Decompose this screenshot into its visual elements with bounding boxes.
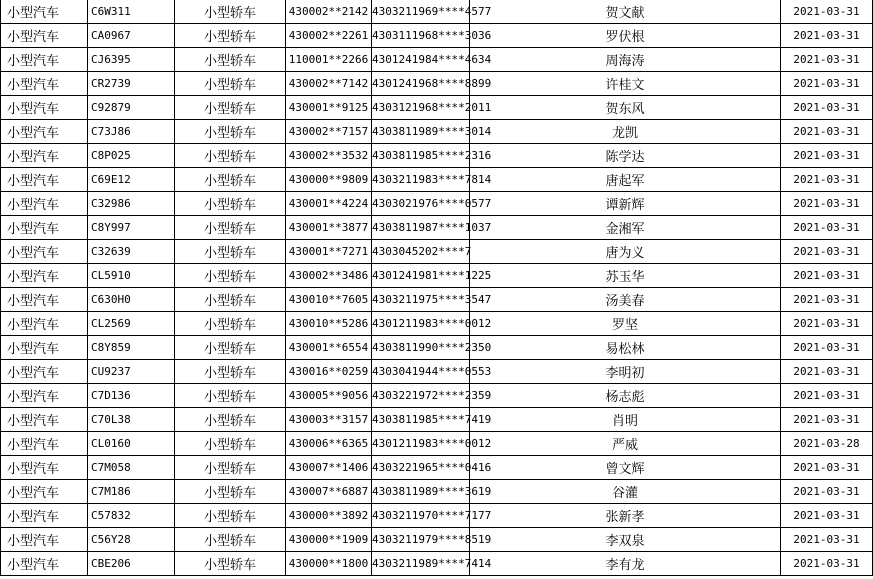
plate-number-cell[interactable]: CL2569 — [88, 312, 175, 336]
table-row — [1, 72, 873, 96]
owner-name-cell[interactable]: 苏玉华 — [470, 264, 781, 288]
vehicle-type-cell[interactable]: 小型汽车 — [1, 432, 88, 456]
vehicle-model-cell[interactable]: 小型轿车 — [175, 192, 286, 216]
vehicle-type-cell[interactable]: 小型汽车 — [1, 528, 88, 552]
table-row — [1, 480, 873, 504]
table-row — [1, 336, 873, 360]
date-cell[interactable]: 2021-03-31 — [781, 456, 873, 480]
license-code-cell[interactable]: 430002**3532 — [286, 144, 372, 168]
vehicle-type-cell[interactable]: 小型汽车 — [1, 264, 88, 288]
date-cell[interactable]: 2021-03-31 — [781, 504, 873, 528]
id-number-cell[interactable]: 4303121968****2011 — [372, 96, 470, 120]
date-cell[interactable]: 2021-03-31 — [781, 168, 873, 192]
id-number-cell[interactable]: 4301211983****0012 — [372, 312, 470, 336]
vehicle-model-cell[interactable]: 小型轿车 — [175, 216, 286, 240]
owner-name-cell[interactable]: 谭新辉 — [470, 192, 781, 216]
date-cell[interactable]: 2021-03-31 — [781, 72, 873, 96]
vehicle-model-cell[interactable]: 小型轿车 — [175, 240, 286, 264]
owner-name-cell[interactable]: 汤美春 — [470, 288, 781, 312]
date-cell[interactable]: 2021-03-31 — [781, 0, 873, 24]
id-number-cell[interactable]: 4303811987****1037 — [372, 216, 470, 240]
plate-number-cell[interactable]: CU9237 — [88, 360, 175, 384]
table-row — [1, 48, 873, 72]
plate-number-cell[interactable]: C69E12 — [88, 168, 175, 192]
owner-name-cell[interactable]: 李双泉 — [470, 528, 781, 552]
vehicle-type-cell[interactable]: 小型汽车 — [1, 0, 88, 24]
vehicle-model-cell[interactable]: 小型轿车 — [175, 24, 286, 48]
date-cell[interactable]: 2021-03-31 — [781, 192, 873, 216]
table-row — [1, 24, 873, 48]
date-cell[interactable]: 2021-03-31 — [781, 24, 873, 48]
vehicle-type-cell[interactable]: 小型汽车 — [1, 72, 88, 96]
vehicle-model-cell[interactable]: 小型轿车 — [175, 120, 286, 144]
plate-number-cell[interactable]: CJ6395 — [88, 48, 175, 72]
plate-number-cell[interactable]: C7D136 — [88, 384, 175, 408]
vehicle-type-cell[interactable]: 小型汽车 — [1, 288, 88, 312]
license-code-cell[interactable]: 430000**3892 — [286, 504, 372, 528]
owner-name-cell[interactable]: 易松林 — [470, 336, 781, 360]
vehicle-model-cell[interactable]: 小型轿车 — [175, 432, 286, 456]
id-number-cell[interactable]: 4303211975****3547 — [372, 288, 470, 312]
plate-number-cell[interactable]: C57832 — [88, 504, 175, 528]
vehicle-model-cell[interactable]: 小型轿车 — [175, 480, 286, 504]
plate-number-cell[interactable]: CA0967 — [88, 24, 175, 48]
date-cell[interactable]: 2021-03-31 — [781, 312, 873, 336]
table-row — [1, 264, 873, 288]
vehicle-model-cell[interactable]: 小型轿车 — [175, 264, 286, 288]
plate-number-cell[interactable]: C56Y28 — [88, 528, 175, 552]
vehicle-type-cell[interactable]: 小型汽车 — [1, 240, 88, 264]
vehicle-model-cell[interactable]: 小型轿车 — [175, 168, 286, 192]
table-row — [1, 408, 873, 432]
license-code-cell[interactable]: 430005**9056 — [286, 384, 372, 408]
vehicle-type-cell[interactable]: 小型汽车 — [1, 216, 88, 240]
vehicle-type-cell[interactable]: 小型汽车 — [1, 456, 88, 480]
vehicle-type-cell[interactable]: 小型汽车 — [1, 504, 88, 528]
id-number-cell[interactable]: 4301241968****8899 — [372, 72, 470, 96]
owner-name-cell[interactable]: 许桂文 — [470, 72, 781, 96]
plate-number-cell[interactable]: C630H0 — [88, 288, 175, 312]
vehicle-model-cell[interactable]: 小型轿车 — [175, 456, 286, 480]
owner-name-cell[interactable]: 罗坚 — [470, 312, 781, 336]
owner-name-cell[interactable]: 贺文献 — [470, 0, 781, 24]
vehicle-model-cell[interactable]: 小型轿车 — [175, 48, 286, 72]
plate-number-cell[interactable]: C32639 — [88, 240, 175, 264]
license-code-cell[interactable]: 430000**1800 — [286, 552, 372, 576]
vehicle-type-cell[interactable]: 小型汽车 — [1, 336, 88, 360]
vehicle-model-cell[interactable]: 小型轿车 — [175, 288, 286, 312]
vehicle-model-cell[interactable]: 小型轿车 — [175, 312, 286, 336]
table-row — [1, 240, 873, 264]
vehicle-model-cell[interactable]: 小型轿车 — [175, 0, 286, 24]
table-row — [1, 504, 873, 528]
id-number-cell[interactable]: 4301241981****1225 — [372, 264, 470, 288]
license-code-cell[interactable]: 430002**7157 — [286, 120, 372, 144]
id-number-cell[interactable]: 4303811989****3014 — [372, 120, 470, 144]
id-number-cell[interactable]: 4303221972****2359 — [372, 384, 470, 408]
id-number-cell[interactable]: 4303811985****7419 — [372, 408, 470, 432]
id-number-cell[interactable]: 4303045202****7 — [372, 240, 470, 264]
vehicle-model-cell[interactable]: 小型轿车 — [175, 384, 286, 408]
plate-number-cell[interactable]: C70L38 — [88, 408, 175, 432]
license-code-cell[interactable]: 430007**1406 — [286, 456, 372, 480]
owner-name-cell[interactable]: 李有龙 — [470, 552, 781, 576]
vehicle-model-cell[interactable]: 小型轿车 — [175, 528, 286, 552]
id-number-cell[interactable]: 4303811989****3619 — [372, 480, 470, 504]
plate-number-cell[interactable]: C8Y859 — [88, 336, 175, 360]
owner-name-cell[interactable]: 张新孝 — [470, 504, 781, 528]
license-code-cell[interactable]: 430007**6887 — [286, 480, 372, 504]
owner-name-cell[interactable]: 肖明 — [470, 408, 781, 432]
plate-number-cell[interactable]: C6W311 — [88, 0, 175, 24]
vehicle-type-cell[interactable]: 小型汽车 — [1, 384, 88, 408]
license-code-cell[interactable]: 430010**7605 — [286, 288, 372, 312]
date-cell[interactable]: 2021-03-31 — [781, 264, 873, 288]
license-code-cell[interactable]: 430002**3486 — [286, 264, 372, 288]
id-number-cell[interactable]: 4301211983****0012 — [372, 432, 470, 456]
table-row — [1, 288, 873, 312]
owner-name-cell[interactable]: 周海涛 — [470, 48, 781, 72]
date-cell[interactable]: 2021-03-31 — [781, 336, 873, 360]
plate-number-cell[interactable]: C7M186 — [88, 480, 175, 504]
owner-name-cell[interactable]: 严威 — [470, 432, 781, 456]
plate-number-cell[interactable]: C8Y997 — [88, 216, 175, 240]
vehicle-type-cell[interactable]: 小型汽车 — [1, 192, 88, 216]
table-row — [1, 384, 873, 408]
license-code-cell[interactable]: 430006**6365 — [286, 432, 372, 456]
license-code-cell[interactable]: 430016**0259 — [286, 360, 372, 384]
vehicle-model-cell[interactable]: 小型轿车 — [175, 504, 286, 528]
table-row — [1, 120, 873, 144]
table-row — [1, 552, 873, 576]
owner-name-cell[interactable]: 陈学达 — [470, 144, 781, 168]
table-row — [1, 168, 873, 192]
vehicle-type-cell[interactable]: 小型汽车 — [1, 96, 88, 120]
vehicle-type-cell[interactable]: 小型汽车 — [1, 48, 88, 72]
license-code-cell[interactable]: 430003**3157 — [286, 408, 372, 432]
date-cell[interactable]: 2021-03-31 — [781, 96, 873, 120]
license-code-cell[interactable]: 430000**9809 — [286, 168, 372, 192]
vehicle-model-cell[interactable]: 小型轿车 — [175, 144, 286, 168]
owner-name-cell[interactable]: 金湘军 — [470, 216, 781, 240]
owner-name-cell[interactable]: 贺东风 — [470, 96, 781, 120]
table-row — [1, 432, 873, 456]
id-number-cell[interactable]: 4303021976****0577 — [372, 192, 470, 216]
table-row — [1, 96, 873, 120]
license-code-cell[interactable]: 110001**2266 — [286, 48, 372, 72]
vehicle-type-cell[interactable]: 小型汽车 — [1, 312, 88, 336]
date-cell[interactable]: 2021-03-31 — [781, 288, 873, 312]
plate-number-cell[interactable]: CL0160 — [88, 432, 175, 456]
vehicle-model-cell[interactable]: 小型轿车 — [175, 72, 286, 96]
date-cell[interactable]: 2021-03-31 — [781, 528, 873, 552]
owner-name-cell[interactable]: 罗伏根 — [470, 24, 781, 48]
date-cell[interactable]: 2021-03-31 — [781, 384, 873, 408]
owner-name-cell[interactable]: 杨志彪 — [470, 384, 781, 408]
owner-name-cell[interactable]: 李明初 — [470, 360, 781, 384]
owner-name-cell[interactable]: 曾文辉 — [470, 456, 781, 480]
license-code-cell[interactable]: 430001**4224 — [286, 192, 372, 216]
plate-number-cell[interactable]: C92879 — [88, 96, 175, 120]
table-row — [1, 144, 873, 168]
date-cell[interactable]: 2021-03-31 — [781, 240, 873, 264]
id-number-cell[interactable]: 4303811985****2316 — [372, 144, 470, 168]
id-number-cell[interactable]: 4303111968****3036 — [372, 24, 470, 48]
table-row — [1, 216, 873, 240]
table-row — [1, 360, 873, 384]
date-cell[interactable]: 2021-03-31 — [781, 552, 873, 576]
license-code-cell[interactable]: 430002**7142 — [286, 72, 372, 96]
owner-name-cell[interactable]: 唐起军 — [470, 168, 781, 192]
license-code-cell[interactable]: 430002**2261 — [286, 24, 372, 48]
plate-number-cell[interactable]: C73J86 — [88, 120, 175, 144]
id-number-cell[interactable]: 4303211970****7177 — [372, 504, 470, 528]
vehicle-model-cell[interactable]: 小型轿车 — [175, 336, 286, 360]
date-cell[interactable]: 2021-03-31 — [781, 120, 873, 144]
license-code-cell[interactable]: 430001**6554 — [286, 336, 372, 360]
table-body — [1, 0, 873, 576]
date-cell[interactable]: 2021-03-31 — [781, 216, 873, 240]
table-row — [1, 312, 873, 336]
vehicle-model-cell[interactable]: 小型轿车 — [175, 96, 286, 120]
owner-name-cell[interactable]: 谷灌 — [470, 480, 781, 504]
id-number-cell[interactable]: 4303811990****2350 — [372, 336, 470, 360]
license-code-cell[interactable]: 430001**7271 — [286, 240, 372, 264]
plate-number-cell[interactable]: CR2739 — [88, 72, 175, 96]
table-row — [1, 192, 873, 216]
id-number-cell[interactable]: 4303221965****0416 — [372, 456, 470, 480]
date-cell[interactable]: 2021-03-31 — [781, 144, 873, 168]
date-cell[interactable]: 2021-03-28 — [781, 432, 873, 456]
id-number-cell[interactable]: 4303211969****4577 — [372, 0, 470, 24]
license-code-cell[interactable]: 430001**9125 — [286, 96, 372, 120]
owner-name-cell[interactable]: 唐为义 — [470, 240, 781, 264]
plate-number-cell[interactable]: C32986 — [88, 192, 175, 216]
vehicle-type-cell[interactable]: 小型汽车 — [1, 24, 88, 48]
vehicle-model-cell[interactable]: 小型轿车 — [175, 552, 286, 576]
vehicle-type-cell[interactable]: 小型汽车 — [1, 552, 88, 576]
id-number-cell[interactable]: 4301241984****4634 — [372, 48, 470, 72]
id-number-cell[interactable]: 4303041944****0553 — [372, 360, 470, 384]
license-code-cell[interactable]: 430000**1909 — [286, 528, 372, 552]
table-row — [1, 456, 873, 480]
vehicle-type-cell[interactable]: 小型汽车 — [1, 360, 88, 384]
vehicle-model-cell[interactable]: 小型轿车 — [175, 408, 286, 432]
table-row — [1, 0, 873, 24]
id-number-cell[interactable]: 4303211983****7814 — [372, 168, 470, 192]
plate-number-cell[interactable]: CL5910 — [88, 264, 175, 288]
vehicle-type-cell[interactable]: 小型汽车 — [1, 480, 88, 504]
id-number-cell[interactable]: 4303211989****7414 — [372, 552, 470, 576]
date-cell[interactable]: 2021-03-31 — [781, 408, 873, 432]
date-cell[interactable]: 2021-03-31 — [781, 48, 873, 72]
date-cell[interactable]: 2021-03-31 — [781, 480, 873, 504]
vehicle-type-cell[interactable]: 小型汽车 — [1, 144, 88, 168]
table-row — [1, 528, 873, 552]
license-code-cell[interactable]: 430010**5286 — [286, 312, 372, 336]
vehicle-model-cell[interactable]: 小型轿车 — [175, 360, 286, 384]
plate-number-cell[interactable]: C7M058 — [88, 456, 175, 480]
plate-number-cell[interactable]: C8P025 — [88, 144, 175, 168]
license-code-cell[interactable]: 430002**2142 — [286, 0, 372, 24]
plate-number-cell[interactable]: CBE206 — [88, 552, 175, 576]
vehicle-type-cell[interactable]: 小型汽车 — [1, 408, 88, 432]
vehicle-type-cell[interactable]: 小型汽车 — [1, 168, 88, 192]
id-number-cell[interactable]: 4303211979****8519 — [372, 528, 470, 552]
owner-name-cell[interactable]: 龙凯 — [470, 120, 781, 144]
license-code-cell[interactable]: 430001**3877 — [286, 216, 372, 240]
date-cell[interactable]: 2021-03-31 — [781, 360, 873, 384]
vehicle-type-cell[interactable]: 小型汽车 — [1, 120, 88, 144]
